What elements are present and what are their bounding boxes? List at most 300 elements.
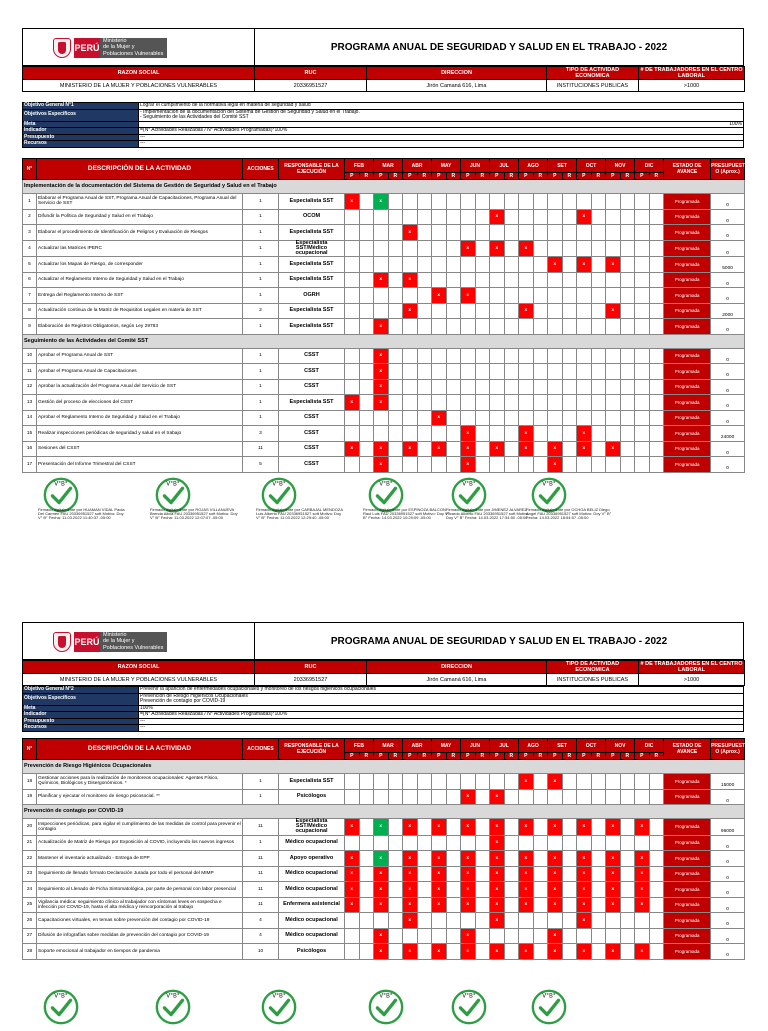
real-cell [446,225,461,241]
column-no: N° [23,159,37,180]
budget-value: 24000 [711,426,745,442]
real-header: R [562,173,577,180]
activity-number: 26 [23,913,37,929]
header-direccion: DIRECCION [367,661,547,674]
real-cell [388,944,403,960]
plan-cell: x [374,819,389,836]
real-cell [533,457,548,473]
approval-check-icon [450,988,488,1026]
plan-cell: x [374,379,389,395]
real-cell [417,441,432,457]
real-cell [359,209,374,225]
activity-responsible: Enfermera asistencial [279,897,345,913]
status-badge: Programada [664,288,711,304]
real-cell [446,426,461,442]
status-badge: Programada [664,789,711,805]
real-cell [533,913,548,929]
real-cell [417,288,432,304]
plan-cell [519,272,534,288]
approval-check-icon [42,988,80,1026]
status-badge: Programada [664,194,711,210]
plan-header: P [606,753,621,760]
real-cell [417,774,432,790]
real-cell [388,303,403,319]
plan-cell [345,457,360,473]
real-cell [388,240,403,257]
real-cell [620,225,635,241]
plan-cell [432,835,447,851]
plan-cell [374,225,389,241]
activity-description: Elaboración de Registros Obligatorios, según Ley 29783 [37,319,243,335]
status-badge: Programada [664,225,711,241]
objective-value: Prevenir la aparición de enfermedades ocupacionales y monitoreo de los riesgos higiénicos ocupacionales [139,687,744,694]
real-cell [475,426,490,442]
plan-cell: x [432,819,447,836]
plan-cell [461,272,476,288]
objective-value: --- [139,718,744,725]
plan-cell [548,913,563,929]
month-header: JUL [490,159,519,173]
real-cell [562,835,577,851]
plan-cell [635,257,650,273]
real-cell [504,379,519,395]
real-cell [649,209,664,225]
real-header: R [504,173,519,180]
activity-responsible: Médico ocupacional [279,882,345,898]
peru-label: PERÚ [74,632,100,652]
status-badge: Programada [664,303,711,319]
column-description: DESCRIPCIÓN DE LA ACTIVIDAD [37,739,243,760]
plan-cell [345,364,360,380]
real-cell [620,395,635,411]
real-cell [475,944,490,960]
real-cell [620,774,635,790]
plan-cell [519,364,534,380]
activity-number: 21 [23,835,37,851]
plan-cell: x [519,303,534,319]
real-cell [591,882,606,898]
plan-cell [345,426,360,442]
real-cell [591,225,606,241]
ruc-value: 20336951527 [255,674,367,686]
table-row [23,395,745,411]
activity-number: 4 [23,240,37,257]
real-cell [562,819,577,836]
real-cell [475,913,490,929]
real-cell [649,257,664,273]
plan-cell [403,194,418,210]
activity-description: Difundir la Política de Seguridad y Salud en el Trabajo [37,209,243,225]
activity-actions-count: 1 [243,410,279,426]
status-badge: Programada [664,851,711,867]
real-cell [388,789,403,805]
ministry-name: Ministerio de la Mujer y Poblaciones Vulnerables [100,632,167,652]
activity-responsible: Médico ocupacional [279,866,345,882]
plan-cell [548,410,563,426]
real-cell [591,303,606,319]
real-cell [649,395,664,411]
real-cell [504,457,519,473]
activities-table [22,158,744,473]
ministry-name: Ministerio de la Mujer y Poblaciones Vulnerables [100,38,167,58]
plan-cell [635,225,650,241]
plan-cell: x [374,272,389,288]
plan-cell: x [374,319,389,335]
plan-header: P [548,753,563,760]
plan-cell: x [403,851,418,867]
real-cell [359,348,374,364]
real-cell [533,944,548,960]
plan-cell [403,410,418,426]
real-cell [359,319,374,335]
real-cell [620,928,635,944]
plan-cell [577,303,592,319]
plan-cell: x [606,441,621,457]
real-cell [620,944,635,960]
real-cell [591,866,606,882]
approval-check-icon [530,988,568,1026]
header-ruc: RUC [255,661,367,674]
activity-number: 18 [23,774,37,790]
plan-cell [519,457,534,473]
activity-actions-count: 10 [243,944,279,960]
plan-cell: x [519,441,534,457]
month-header: SET [548,159,577,173]
budget-value: 0 [711,913,745,929]
page-header [22,28,744,66]
real-cell [417,913,432,929]
status-badge: Programada [664,348,711,364]
real-cell [591,240,606,257]
table-row [23,319,745,335]
table-row [23,944,745,960]
real-cell [446,410,461,426]
real-cell [591,897,606,913]
budget-value: 0 [711,410,745,426]
plan-cell [606,410,621,426]
objective-key: Recursos [23,725,139,732]
budget-value: 0 [711,789,745,805]
plan-cell: x [635,944,650,960]
real-cell [475,457,490,473]
activity-responsible: OCOM [279,209,345,225]
plan-cell: x [635,897,650,913]
real-cell [504,395,519,411]
real-cell [620,194,635,210]
real-cell [446,257,461,273]
real-header: R [388,753,403,760]
month-header: JUL [490,739,519,753]
month-header: JUN [461,739,490,753]
table-row [23,774,745,790]
activity-number: 27 [23,928,37,944]
plan-cell [374,240,389,257]
svg-text:V°B°: V°B° [54,481,68,488]
plan-cell: x [577,851,592,867]
plan-cell: x [577,866,592,882]
real-cell [562,441,577,457]
real-cell [562,379,577,395]
peru-label: PERÚ [74,38,100,58]
plan-cell: x [403,819,418,836]
plan-cell [403,426,418,442]
real-cell [591,319,606,335]
real-header: R [417,753,432,760]
real-cell [388,225,403,241]
budget-value: 0 [711,944,745,960]
plan-cell: x [519,897,534,913]
real-cell [504,441,519,457]
plan-cell: x [519,851,534,867]
section-title: Prevención de contagio por COVID-19 [23,805,745,819]
plan-cell: x [490,441,505,457]
svg-text:V°B°: V°B° [166,481,180,488]
month-header: OCT [577,159,606,173]
plan-cell [577,457,592,473]
real-cell [533,395,548,411]
plan-cell: x [432,288,447,304]
peru-shield-icon [53,632,71,652]
plan-cell: x [461,441,476,457]
plan-cell: x [461,866,476,882]
objective-value: =(N° Actividades Realizadas / N° Actividades Programadas)*100% [139,712,744,719]
svg-text:V°B°: V°B° [462,481,476,488]
activity-actions-count: 5 [243,457,279,473]
real-cell [446,835,461,851]
plan-cell [403,240,418,257]
plan-header: P [432,173,447,180]
plan-cell: x [345,897,360,913]
plan-cell [490,364,505,380]
month-header: SET [548,739,577,753]
real-cell [446,303,461,319]
plan-cell: x [548,882,563,898]
real-cell [591,441,606,457]
real-cell [359,426,374,442]
objectives-table [22,686,744,732]
activity-actions-count: 1 [243,835,279,851]
plan-cell: x [548,441,563,457]
plan-cell: x [374,364,389,380]
plan-cell [461,303,476,319]
plan-cell [374,410,389,426]
activity-description: Vigilancia médica: seguimiento clínico al trabajador con síntomas leves en sospecha e infección por COVID-19, hasta el alta médica y reincorporación al trabajo [37,897,243,913]
plan-cell: x [345,819,360,836]
plan-header: P [374,753,389,760]
plan-cell [635,272,650,288]
ministry-logo [23,623,255,661]
real-header: R [446,753,461,760]
real-cell [359,944,374,960]
real-cell [533,789,548,805]
table-row [23,882,745,898]
month-header: ABR [403,159,432,173]
activity-actions-count: 11 [243,882,279,898]
plan-cell [519,410,534,426]
plan-cell [548,303,563,319]
plan-cell: x [432,897,447,913]
plan-cell: x [374,194,389,210]
real-cell [446,194,461,210]
plan-cell: x [548,944,563,960]
plan-cell [548,364,563,380]
real-cell [562,303,577,319]
month-header: OCT [577,739,606,753]
plan-cell [577,319,592,335]
real-cell [533,882,548,898]
real-cell [388,194,403,210]
objective-key: Objetivo General N°1 [23,103,139,110]
real-cell [620,319,635,335]
real-cell [504,426,519,442]
real-cell [533,851,548,867]
month-header: MAR [374,739,403,753]
page-title: PROGRAMA ANUAL DE SEGURIDAD Y SALUD EN EL TRABAJO - 2022 [330,42,668,53]
real-cell [591,272,606,288]
plan-cell [635,928,650,944]
real-header: R [649,173,664,180]
plan-cell [432,319,447,335]
tipo-actividad-value: INSTITUCIONES PUBLICAS [547,80,639,92]
company-info-table [22,660,744,686]
plan-cell [577,928,592,944]
plan-cell [635,457,650,473]
real-cell [649,897,664,913]
plan-header: P [519,173,534,180]
real-cell [620,209,635,225]
table-row [23,819,745,836]
real-cell [388,897,403,913]
column-description: DESCRIPCIÓN DE LA ACTIVIDAD [37,159,243,180]
activity-description: Actualizar el Reglamento Interno de Seguridad y Salud en el Trabajo [37,272,243,288]
real-cell [388,288,403,304]
plan-cell [432,913,447,929]
activity-description: Entrega del Reglamento Interno de SST [37,288,243,304]
plan-cell: x [432,410,447,426]
table-row [23,257,745,273]
real-cell [475,897,490,913]
real-cell [359,194,374,210]
objective-value: --- [139,725,744,732]
real-cell [417,209,432,225]
plan-cell [345,379,360,395]
real-cell [562,194,577,210]
section-title: Implementación de la documentación del Sistema de Gestión de Seguridad y Salud en el Trabajo [23,180,745,194]
real-cell [504,882,519,898]
plan-cell [635,303,650,319]
real-cell [620,240,635,257]
real-cell [359,288,374,304]
table-row [23,851,745,867]
table-row [23,441,745,457]
plan-header: P [432,753,447,760]
plan-cell: x [490,897,505,913]
real-cell [591,819,606,836]
real-cell [446,272,461,288]
real-cell [562,882,577,898]
plan-cell [519,209,534,225]
plan-cell [432,272,447,288]
table-row [23,426,745,442]
real-cell [359,410,374,426]
real-header: R [562,753,577,760]
page-title: PROGRAMA ANUAL DE SEGURIDAD Y SALUD EN EL TRABAJO - 2022 [330,636,668,647]
num-trabajadores-value: >1000 [639,80,745,92]
real-cell [475,395,490,411]
real-cell [533,364,548,380]
real-cell [504,789,519,805]
real-cell [504,819,519,836]
activity-number: 22 [23,851,37,867]
real-cell [475,194,490,210]
activity-responsible: Especialista SST [279,319,345,335]
real-cell [359,379,374,395]
real-cell [417,240,432,257]
plan-cell: x [490,882,505,898]
plan-header: P [461,753,476,760]
objective-key: Presupuesto [23,718,139,725]
plan-cell: x [577,209,592,225]
real-cell [620,789,635,805]
plan-cell [577,348,592,364]
activity-description: Difusión de infografías sobre medidas de prevención del contagio por COVID-19 [37,928,243,944]
plan-cell [548,240,563,257]
real-cell [562,944,577,960]
activity-number: 3 [23,225,37,241]
objective-value: 100% [139,705,744,712]
real-cell [504,240,519,257]
real-cell [591,348,606,364]
plan-header: P [519,753,534,760]
activity-description: Seguimiento de llenado formato Declaración Jurada por todo el personal del MIMP [37,866,243,882]
real-header: R [620,753,635,760]
activity-description: Seguimiento al Llenado de Ficha Sintomatológica, por parte de personal con labor presencial [37,882,243,898]
status-badge: Programada [664,395,711,411]
activity-number: 20 [23,819,37,836]
header-num-trabajadores: # DE TRABAJADORES EN EL CENTRO LABORAL [639,661,745,674]
plan-cell: x [403,897,418,913]
budget-value: 0 [711,194,745,210]
real-cell [417,882,432,898]
real-cell [475,441,490,457]
real-cell [591,789,606,805]
approval-check-icon [260,988,298,1026]
real-cell [475,348,490,364]
real-cell [562,851,577,867]
activity-number: 8 [23,303,37,319]
plan-cell [345,410,360,426]
plan-cell [635,240,650,257]
real-cell [649,348,664,364]
real-cell [620,913,635,929]
real-cell [446,851,461,867]
status-badge: Programada [664,257,711,273]
plan-cell [490,225,505,241]
real-cell [533,319,548,335]
objective-value: =(N° Actividades Realizadas / N° Actividades Programadas)*100% [139,128,744,135]
real-cell [446,457,461,473]
plan-cell [345,944,360,960]
real-cell [533,288,548,304]
real-cell [475,288,490,304]
approval-check-icon [367,988,405,1026]
svg-text:V°B°: V°B° [379,993,393,1000]
plan-cell: x [432,944,447,960]
real-cell [620,457,635,473]
plan-cell: x [519,774,534,790]
plan-cell: x [461,928,476,944]
real-cell [359,851,374,867]
